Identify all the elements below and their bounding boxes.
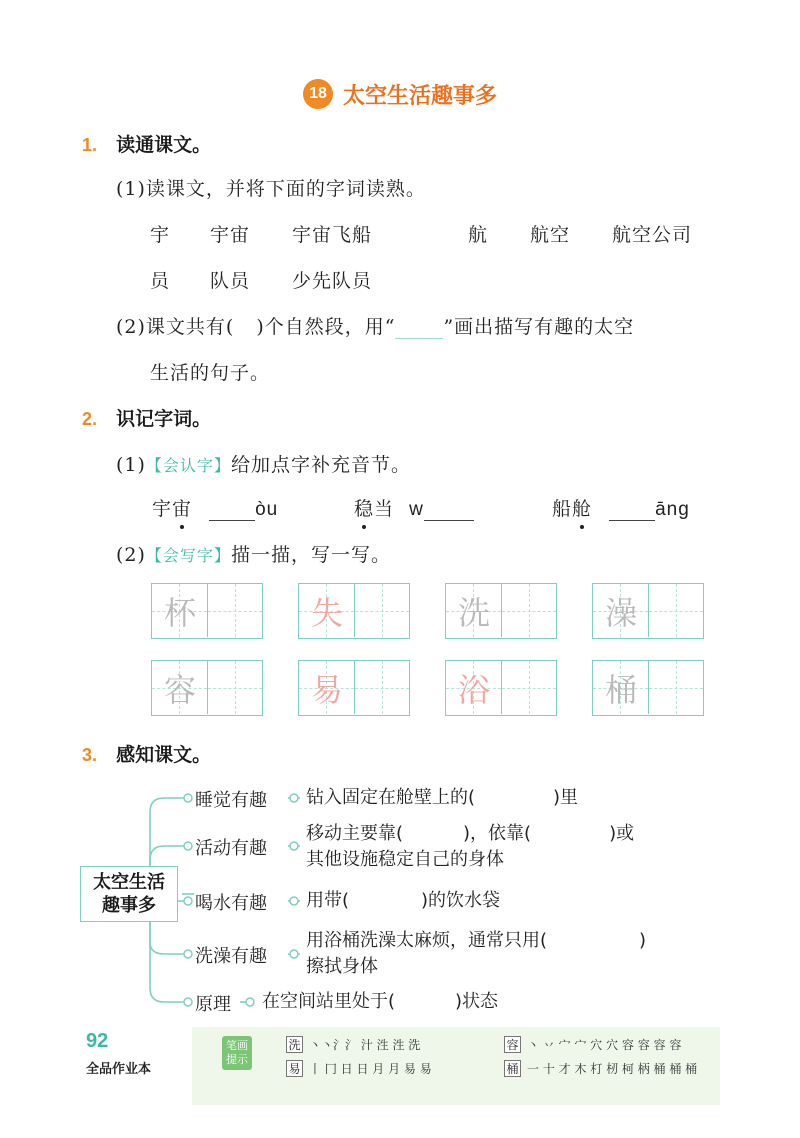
- stroke-tip-badge: 笔画 提示: [222, 1036, 252, 1070]
- word-yuan: 员: [150, 270, 171, 292]
- branch-label-bath: 洗澡有趣: [195, 946, 267, 967]
- mind-map-center: 太空生活 趣事多: [80, 866, 178, 922]
- section-2-heading: 识记字词。: [116, 408, 212, 430]
- node-dot: [290, 950, 298, 958]
- section-2-number: 2.: [82, 409, 98, 429]
- node-dot: [184, 897, 192, 905]
- pinyin-item-wendang: 稳当 w: [354, 494, 474, 521]
- stroke-char-box: 易: [286, 1060, 303, 1077]
- branch-text-activity-line-2: 其他设施稳定自己的身体: [306, 849, 504, 870]
- lesson-title: 太空生活趣事多: [342, 83, 497, 109]
- stroke-sequence: 丨 冂 日 日 月 月 易 易: [309, 1062, 432, 1076]
- trace-char: 失: [310, 593, 343, 632]
- branch-text-activity: 移动主要靠( )，依靠( )或: [306, 823, 635, 844]
- connector-activity: [150, 846, 184, 866]
- trace-char: 澡: [604, 593, 637, 632]
- stroke-sequence: 丶 丷 宀 宀 穴 穴 容 容 容 容: [527, 1038, 682, 1052]
- branch-text-bath-line-2: 擦拭身体: [306, 956, 378, 977]
- word-yuzhou: 宇宙: [210, 224, 251, 246]
- section-1-number: 1.: [82, 135, 98, 155]
- section-3-heading: 感知课文。: [116, 744, 212, 766]
- word-hangkong: 航空: [530, 224, 571, 246]
- stroke-order-tong: [504, 1060, 697, 1077]
- stroke-order-rong: [504, 1036, 681, 1053]
- node-dot: [184, 950, 192, 958]
- word-hang: 航: [468, 224, 489, 246]
- page-number: 92: [86, 1030, 109, 1052]
- stroke-char-box: 桶: [504, 1060, 521, 1077]
- node-dot: [290, 842, 298, 850]
- branch-text-sleep: 钻入固定在舱壁上的( )里: [306, 787, 579, 808]
- trace-char: 洗: [457, 593, 490, 632]
- word-hangkonggongsi: 航空公司: [612, 224, 693, 246]
- section-3-number: 3.: [82, 745, 98, 765]
- stroke-char-box: 洗: [286, 1036, 303, 1053]
- section-1-heading: 读通课文。: [116, 134, 212, 156]
- book-name: 全品作业本: [86, 1062, 152, 1077]
- connector-sleep: [150, 798, 184, 866]
- trace-char: 浴: [457, 670, 490, 709]
- branch-label-drink: 喝水有趣: [195, 893, 267, 914]
- stroke-char-box: 容: [504, 1036, 521, 1053]
- node-dot: [184, 998, 192, 1006]
- tag-write-characters: 【会写字】: [145, 546, 231, 565]
- word-duiyuan: 队员: [210, 270, 251, 292]
- trace-char: 容: [163, 670, 196, 709]
- lesson-number-badge: 18: [303, 79, 333, 109]
- branch-text-drink: 用带( )的饮水袋: [306, 890, 501, 911]
- node-dot: [290, 897, 298, 905]
- branch-label-sleep: 睡觉有趣: [195, 790, 267, 811]
- node-dot: [184, 794, 192, 802]
- branch-text-principle: 在空间站里处于( )状态: [262, 991, 499, 1012]
- trace-char: 杯: [163, 593, 196, 632]
- connector-bath: [150, 922, 184, 954]
- section-1-question-1: (1)读课文，并将下面的字词读熟。: [116, 178, 426, 200]
- branch-text-bath: 用浴桶洗澡太麻烦，通常只用( ): [306, 930, 647, 951]
- node-dot: [290, 794, 298, 802]
- stroke-order-yi: [286, 1060, 432, 1077]
- pinyin-item-yuzhou: 宇宙 òu: [152, 494, 278, 521]
- section-1-question-2: (2)课文共有( )个自然段，用“ ”画出描写有趣的太空: [116, 316, 635, 338]
- section-2-question-2: (2)【会写字】描一描，写一写。: [116, 544, 391, 566]
- stroke-sequence: 丶丶氵氵 汁 泩 泩 洗: [309, 1038, 421, 1052]
- branch-label-principle: 原理: [195, 994, 231, 1015]
- tag-recognize-characters: 【会认字】: [145, 456, 231, 475]
- word-shaoxianduiyuan: 少先队员: [292, 270, 373, 292]
- node-dot: [184, 842, 192, 850]
- node-dot: [246, 998, 254, 1006]
- stroke-order-xi: [286, 1036, 420, 1053]
- word-yu: 宇: [150, 224, 171, 246]
- pinyin-item-chuancang: 船舱 āng: [552, 494, 690, 521]
- trace-char: 易: [310, 670, 343, 709]
- section-1-question-2-line-2: 生活的句子。: [150, 362, 271, 384]
- word-yuzhoufeichuan: 宇宙飞船: [292, 224, 373, 246]
- connector-principle: [150, 922, 184, 1002]
- trace-char: 桶: [604, 670, 637, 709]
- section-2-question-1: (1)【会认字】给加点字补充音节。: [116, 454, 411, 476]
- branch-label-activity: 活动有趣: [195, 838, 267, 859]
- stroke-sequence: 一 十 才 木 朾 杒 柯 柄 桶 桶 桶: [527, 1062, 698, 1076]
